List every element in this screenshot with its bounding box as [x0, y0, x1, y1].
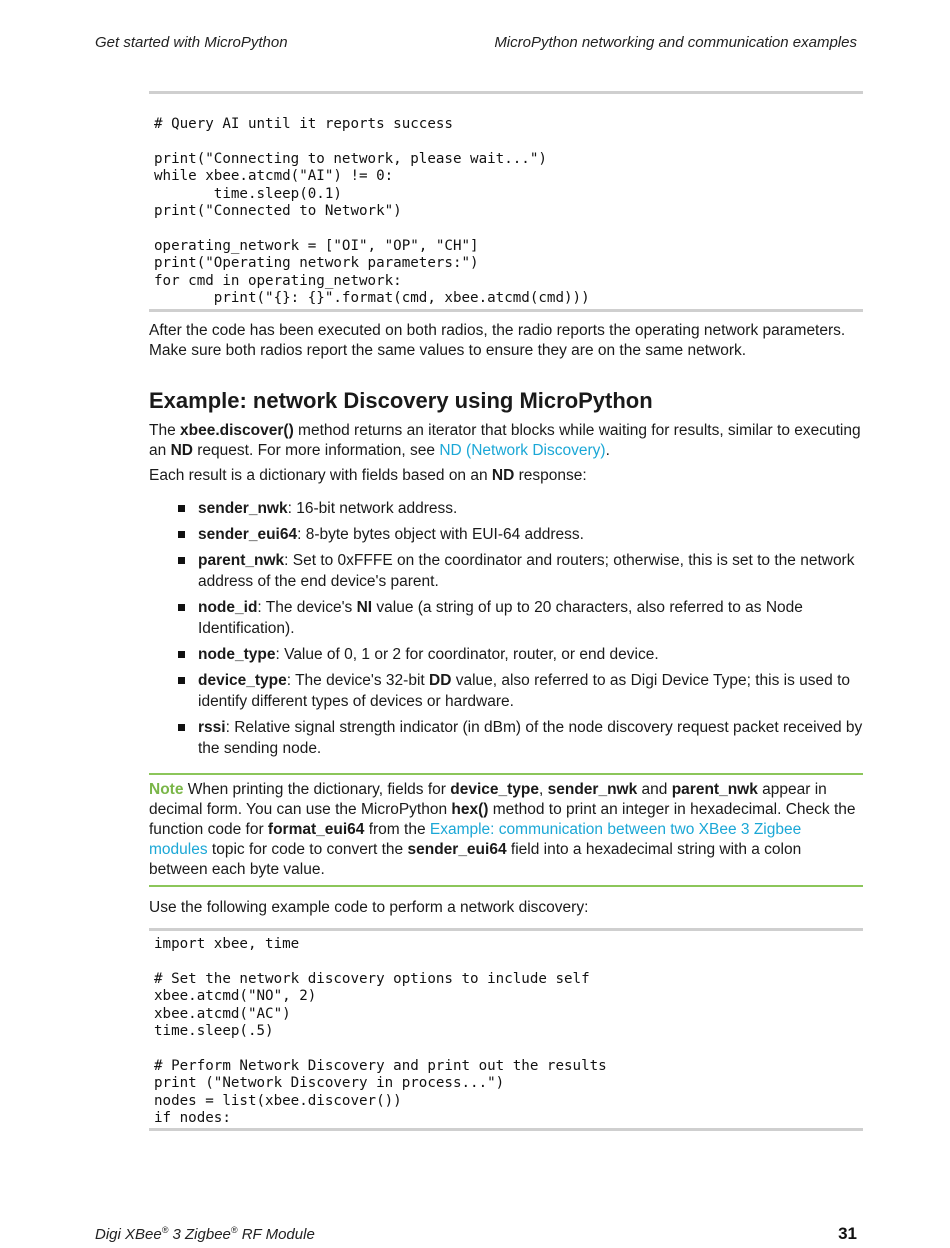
list-item: rssi: Relative signal strength indicator (in dBm) of the node discovery request packet received by the sending node. — [149, 717, 863, 759]
list-item: parent_nwk: Set to 0xFFFE on the coordinator and routers; otherwise, this is set to the network address of the end device's parent. — [149, 550, 863, 592]
zigbee-example-link[interactable]: Example: communication between two XBee 3 Zigbee modules — [149, 821, 802, 858]
nd-network-discovery-link[interactable]: ND (Network Discovery) — [439, 442, 606, 459]
code-text: # Query AI until it reports success print("Connecting to network, please wait...") while xbee.atcmd("AI") != 0: time.sleep(0.1) print("Connected to Network") operating_network = ["OI", "OP", "CH"] print("Operating network parameters:") for cmd in operating_network: print("{}: {}".format(cmd, xbee.atcmd(cmd))) — [154, 116, 590, 307]
code-text: import xbee, time # Set the network discovery options to include self xbee.atcmd("NO", 2) xbee.atcmd("AC") time.sleep(.5) # Perform Network Discovery and print out the results print ("Network Discovery in process...") nodes = list(xbee.discover()) if nodes: — [154, 936, 607, 1127]
running-header-left: Get started with MicroPython — [95, 34, 288, 51]
list-item: device_type: The device's 32-bit DD value, also referred to as Digi Device Type; this is used to identify different types of devices or hardware. — [149, 670, 863, 712]
bullet-square-icon — [178, 531, 185, 538]
result-fields-list — [149, 498, 863, 764]
bullet-square-icon — [178, 724, 185, 731]
intro-paragraph: The xbee.discover() method returns an iterator that blocks while waiting for results, similar to executing an ND request. For more information, see ND (Network Discovery). — [149, 422, 861, 459]
bullet-square-icon — [178, 604, 185, 611]
bullet-square-icon — [178, 677, 185, 684]
list-item: sender_nwk: 16-bit network address. — [149, 498, 863, 519]
section-title: Example: network Discovery using MicroPython — [149, 388, 653, 413]
note-box: Note When printing the dictionary, fields for device_type, sender_nwk and parent_nwk appear in decimal form. You can use the MicroPython hex() method to print an integer in hexadecimal. Check the function code for format_eui64 from the Example: communication between two XBee 3 Zigbee modules topic for code to convert the sender_eui64 field into a hexadecimal string with a colon between each byte value. — [149, 773, 863, 887]
each-result-paragraph: Each result is a dictionary with fields based on an ND response: — [149, 467, 587, 484]
paragraph-after-code: After the code has been executed on both radios, the radio reports the operating network parameters. Make sure both radios report the same values to ensure they are on the same network. — [149, 322, 846, 359]
bullet-square-icon — [178, 557, 185, 564]
page-number: 31 — [838, 1224, 857, 1243]
code-block-query-ai — [149, 91, 863, 312]
list-item: sender_eui64: 8-byte bytes object with EUI-64 address. — [149, 524, 863, 545]
code-block-network-discovery — [149, 928, 863, 1131]
use-following-paragraph: Use the following example code to perform a network discovery: — [149, 899, 589, 916]
note-label: Note — [149, 781, 184, 798]
running-header-right: MicroPython networking and communication examples — [494, 34, 857, 51]
list-item: node_type: Value of 0, 1 or 2 for coordinator, router, or end device. — [149, 644, 863, 665]
bullet-square-icon — [178, 505, 185, 512]
footer-product-name: Digi XBee® 3 Zigbee® RF Module — [95, 1225, 315, 1243]
list-item: node_id: The device's NI value (a string of up to 20 characters, also referred to as Node Identification). — [149, 597, 863, 639]
bullet-square-icon — [178, 651, 185, 658]
